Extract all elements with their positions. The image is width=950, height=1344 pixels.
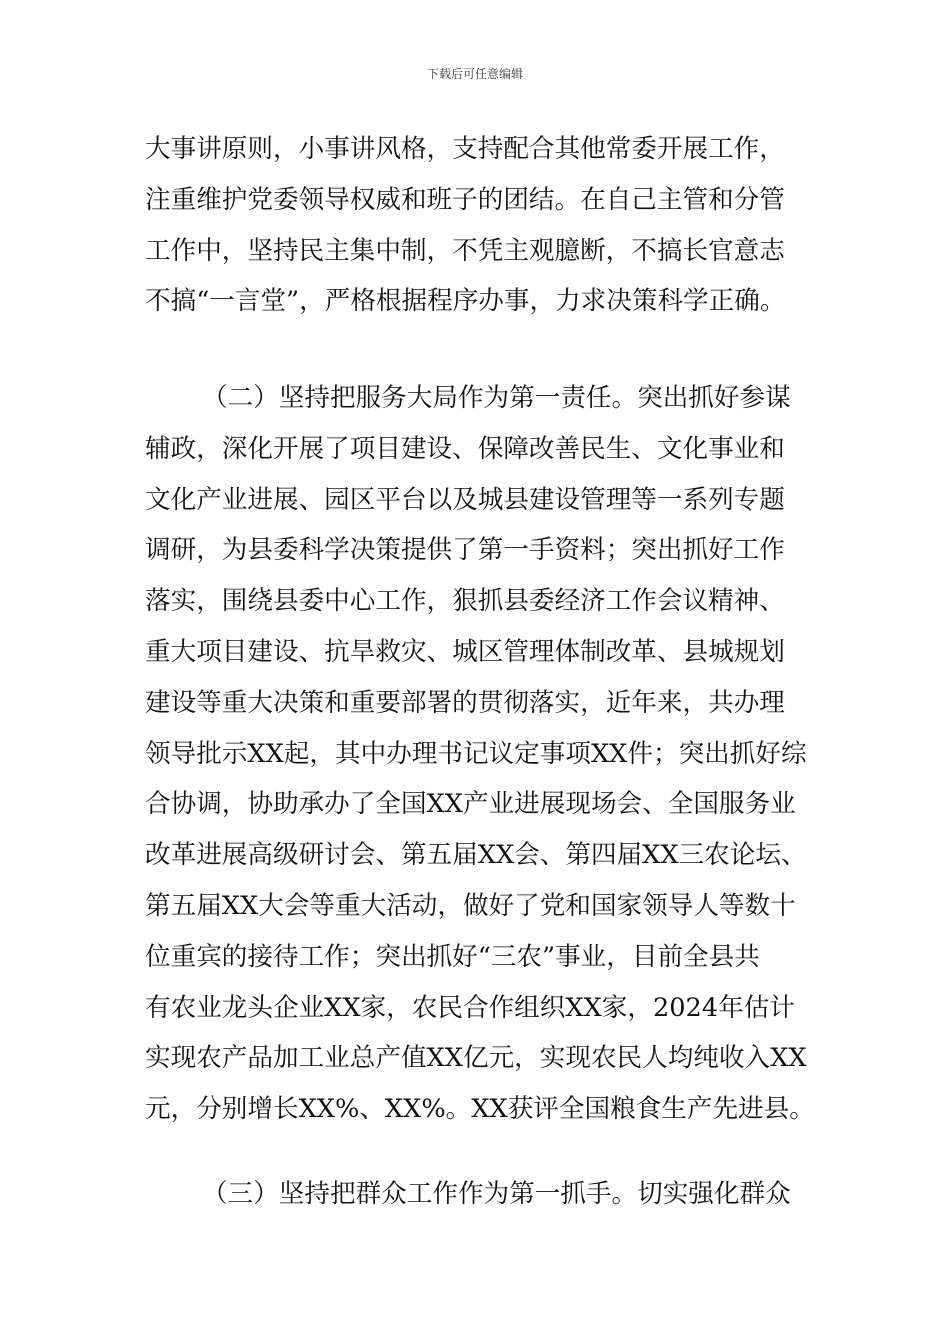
text-line: 有农业龙头企业XX家，农民合作组织XX家，2024年估计 [145,992,795,1023]
text-line: 工作中，坚持民主集中制，不凭主观臆断，不搞长官意志 [145,235,785,266]
text-line: 实现农产品加工业总产值XX亿元，实现农民人均纯收入XX [145,1043,807,1074]
text-line: 注重维护党委领导权威和班子的团结。在自己主管和分管 [145,184,785,215]
text-line: （三）坚持把群众工作作为第一抓手。切实强化群众 [202,1179,791,1209]
text-line: 元，分别增长XX%、XX%。XX获评全国粮食生产先进县。 [145,1094,815,1125]
text-line: 改革进展高级研讨会、第五届XX会、第四届XX三农论坛、 [145,840,807,871]
text-line: 建设等重大决策和重要部署的贯彻落实，近年来，共办理 [145,687,785,718]
text-line: 大事讲原则，小事讲风格，支持配合其他常委开展工作， [145,134,785,164]
text-line: 位重宾的接待工作；突出抓好“三农”事业，目前全县共 [145,941,760,972]
text-line: 第五届XX大会等重大活动，做好了党和国家领导人等数十 [145,890,796,921]
text-line: 重大项目建设、抗旱救灾、城区管理体制改革、县城规划 [145,636,785,667]
text-line: 不搞“一言堂”，严格根据程序办事，力求决策科学正确。 [145,286,786,317]
paragraph-continuation [145,124,815,327]
paragraph-section-2 [145,373,815,1135]
text-line: （二）坚持把服务大局作为第一责任。突出抓好参谋 [202,383,791,413]
text-line: 领导批示XX起，其中办理书记议定事项XX件；突出抓好综 [145,738,807,769]
text-line: 文化产业进展、园区平台以及城县建设管理等一系列专题 [145,484,785,515]
text-line: 合协调，协助承办了全国XX产业进展现场会、全国服务业 [145,789,796,820]
text-line: 调研，为县委科学决策提供了第一手资料；突出抓好工作 [145,535,785,566]
text-line: 落实，围绕县委中心工作，狠抓县委经济工作会议精神、 [145,586,785,617]
paragraph-section-3 [145,1169,815,1220]
text-line: 辅政，深化开展了项目建设、保障改善民生、文化事业和 [145,433,785,464]
page-header: 下载后可任意编辑 [426,67,523,81]
